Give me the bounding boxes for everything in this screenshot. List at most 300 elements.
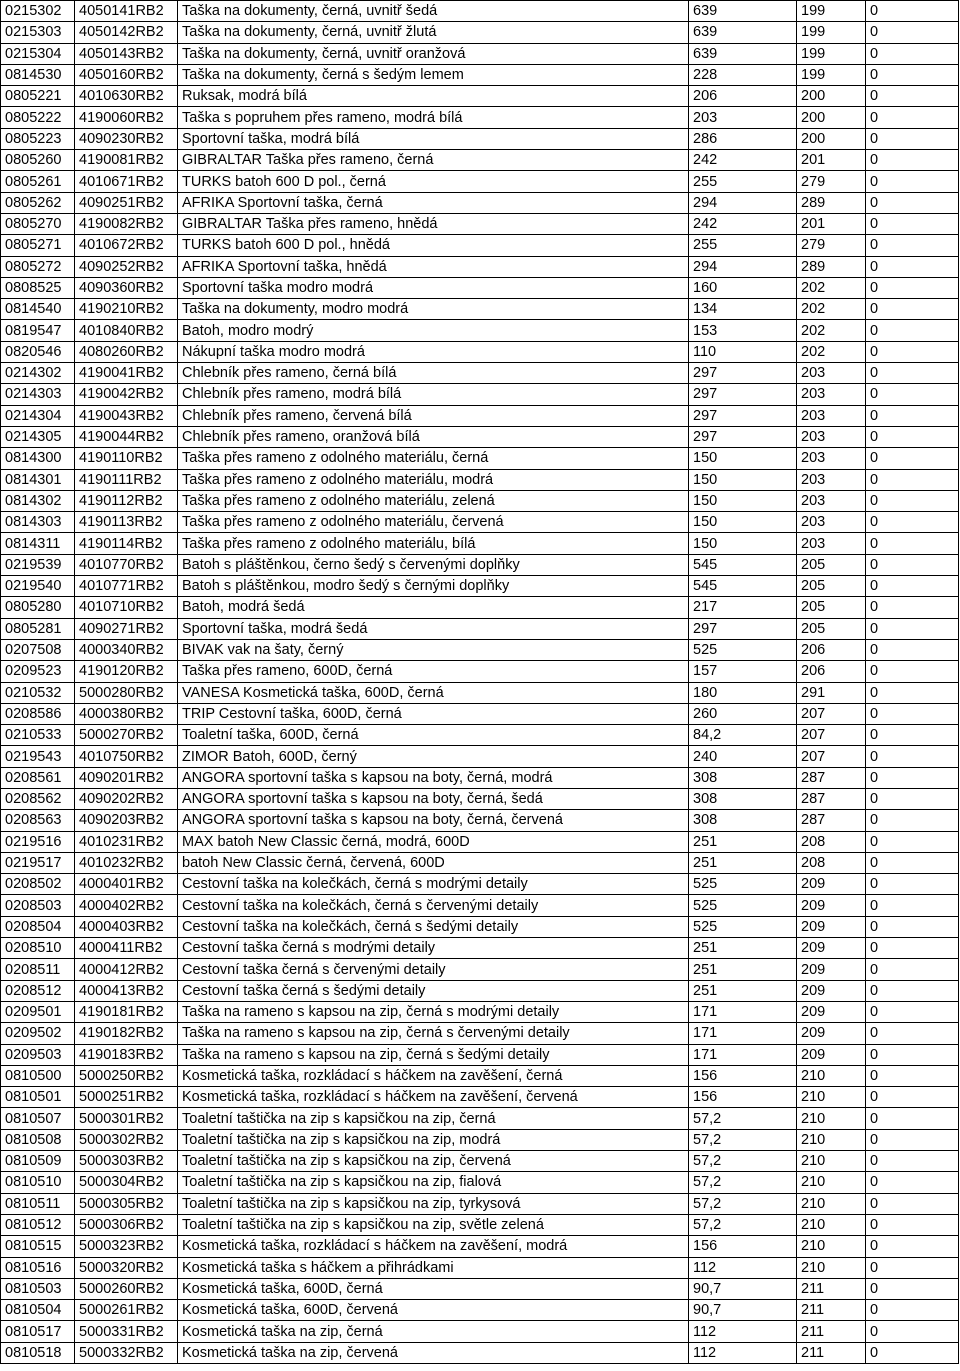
product-id-cell: 0209501 <box>1 1001 75 1022</box>
value-c-cell: 0 <box>866 448 959 469</box>
product-code-cell: 4010630RB2 <box>75 86 178 107</box>
product-name-cell: Nákupní taška modro modrá <box>178 341 689 362</box>
product-name-cell: Kosmetická taška, rozkládací s háčkem na zavěšení, červená <box>178 1087 689 1108</box>
product-code-cell: 5000251RB2 <box>75 1087 178 1108</box>
product-code-cell: 4050141RB2 <box>75 1 178 22</box>
product-name-cell: Cestovní taška na kolečkách, černá s modrými detaily <box>178 874 689 895</box>
product-id-cell: 0208561 <box>1 767 75 788</box>
table-row <box>1 469 959 490</box>
table-row <box>1 895 959 916</box>
product-code-cell: 4000411RB2 <box>75 938 178 959</box>
value-c-cell: 0 <box>866 1129 959 1150</box>
table-row <box>1 852 959 873</box>
value-b-cell: 209 <box>797 938 866 959</box>
table-row <box>1 959 959 980</box>
value-b-cell: 210 <box>797 1193 866 1214</box>
value-c-cell: 0 <box>866 22 959 43</box>
product-id-cell: 0805272 <box>1 256 75 277</box>
product-code-cell: 4000403RB2 <box>75 916 178 937</box>
table-row <box>1 426 959 447</box>
product-code-cell: 4190042RB2 <box>75 384 178 405</box>
table-row <box>1 980 959 1001</box>
value-a-cell: 294 <box>689 192 797 213</box>
table-row <box>1 1300 959 1321</box>
value-b-cell: 199 <box>797 22 866 43</box>
value-b-cell: 206 <box>797 639 866 660</box>
value-b-cell: 207 <box>797 703 866 724</box>
table-row <box>1 1065 959 1086</box>
table-row <box>1 1214 959 1235</box>
table-row <box>1 320 959 341</box>
product-name-cell: Cestovní taška černá s modrými detaily <box>178 938 689 959</box>
value-c-cell: 0 <box>866 1342 959 1363</box>
product-id-cell: 0810516 <box>1 1257 75 1278</box>
product-name-cell: GIBRALTAR Taška přes rameno, hnědá <box>178 213 689 234</box>
product-id-cell: 0209523 <box>1 661 75 682</box>
value-a-cell: 206 <box>689 86 797 107</box>
value-c-cell: 0 <box>866 895 959 916</box>
product-name-cell: Taška na dokumenty, černá, uvnitř šedá <box>178 1 689 22</box>
value-b-cell: 209 <box>797 1023 866 1044</box>
table-row <box>1 725 959 746</box>
product-name-cell: Taška na dokumenty, modro modrá <box>178 299 689 320</box>
value-a-cell: 251 <box>689 959 797 980</box>
table-row <box>1 639 959 660</box>
value-c-cell: 0 <box>866 1278 959 1299</box>
value-b-cell: 210 <box>797 1257 866 1278</box>
value-b-cell: 205 <box>797 576 866 597</box>
value-c-cell: 0 <box>866 171 959 192</box>
product-code-cell: 4050143RB2 <box>75 43 178 64</box>
product-id-cell: 0814311 <box>1 533 75 554</box>
table-row <box>1 1172 959 1193</box>
product-id-cell: 0214303 <box>1 384 75 405</box>
table-row <box>1 341 959 362</box>
product-id-cell: 0210532 <box>1 682 75 703</box>
table-row <box>1 1108 959 1129</box>
product-id-cell: 0810518 <box>1 1342 75 1363</box>
product-code-cell: 4010750RB2 <box>75 746 178 767</box>
product-code-cell: 4090252RB2 <box>75 256 178 277</box>
product-name-cell: ANGORA sportovní taška s kapsou na boty, černá, červená <box>178 810 689 831</box>
product-code-cell: 4050160RB2 <box>75 64 178 85</box>
product-id-cell: 0219517 <box>1 852 75 873</box>
value-c-cell: 0 <box>866 150 959 171</box>
value-c-cell: 0 <box>866 1236 959 1257</box>
value-c-cell: 0 <box>866 277 959 298</box>
table-row <box>1 86 959 107</box>
value-a-cell: 308 <box>689 767 797 788</box>
table-row <box>1 299 959 320</box>
product-name-cell: BIVAK vak na šaty, černý <box>178 639 689 660</box>
product-name-cell: Taška přes rameno z odolného materiálu, černá <box>178 448 689 469</box>
value-a-cell: 171 <box>689 1023 797 1044</box>
product-name-cell: Ruksak, modrá bílá <box>178 86 689 107</box>
product-code-cell: 4190110RB2 <box>75 448 178 469</box>
product-code-cell: 4000401RB2 <box>75 874 178 895</box>
product-id-cell: 0805271 <box>1 235 75 256</box>
value-a-cell: 57,2 <box>689 1151 797 1172</box>
product-code-cell: 5000260RB2 <box>75 1278 178 1299</box>
value-b-cell: 289 <box>797 256 866 277</box>
value-a-cell: 110 <box>689 341 797 362</box>
value-a-cell: 203 <box>689 107 797 128</box>
value-c-cell: 0 <box>866 43 959 64</box>
value-a-cell: 286 <box>689 128 797 149</box>
value-b-cell: 209 <box>797 1044 866 1065</box>
product-name-cell: Sportovní taška, modrá bílá <box>178 128 689 149</box>
value-b-cell: 208 <box>797 831 866 852</box>
product-code-cell: 4090251RB2 <box>75 192 178 213</box>
value-b-cell: 202 <box>797 299 866 320</box>
table-row <box>1 1087 959 1108</box>
value-b-cell: 203 <box>797 533 866 554</box>
value-a-cell: 150 <box>689 533 797 554</box>
product-id-cell: 0209502 <box>1 1023 75 1044</box>
product-id-cell: 0805221 <box>1 86 75 107</box>
value-b-cell: 199 <box>797 1 866 22</box>
product-code-cell: 5000323RB2 <box>75 1236 178 1257</box>
product-name-cell: Chlebník přes rameno, oranžová bílá <box>178 426 689 447</box>
value-b-cell: 199 <box>797 43 866 64</box>
value-b-cell: 203 <box>797 448 866 469</box>
product-id-cell: 0805223 <box>1 128 75 149</box>
product-code-cell: 4010231RB2 <box>75 831 178 852</box>
product-code-cell: 4190044RB2 <box>75 426 178 447</box>
value-a-cell: 525 <box>689 916 797 937</box>
product-name-cell: Toaletní taštička na zip s kapsičkou na zip, tyrkysová <box>178 1193 689 1214</box>
value-b-cell: 210 <box>797 1151 866 1172</box>
value-c-cell: 0 <box>866 810 959 831</box>
product-code-cell: 4190182RB2 <box>75 1023 178 1044</box>
product-id-cell: 0805261 <box>1 171 75 192</box>
value-b-cell: 205 <box>797 618 866 639</box>
value-a-cell: 639 <box>689 1 797 22</box>
table-row <box>1 597 959 618</box>
product-name-cell: Kosmetická taška s háčkem a přihrádkami <box>178 1257 689 1278</box>
table-row <box>1 576 959 597</box>
table-row <box>1 831 959 852</box>
table-row <box>1 256 959 277</box>
value-a-cell: 297 <box>689 384 797 405</box>
product-code-cell: 4190120RB2 <box>75 661 178 682</box>
product-name-cell: Batoh, modro modrý <box>178 320 689 341</box>
value-a-cell: 545 <box>689 554 797 575</box>
value-b-cell: 279 <box>797 235 866 256</box>
table-row <box>1 213 959 234</box>
value-c-cell: 0 <box>866 405 959 426</box>
product-name-cell: Kosmetická taška na zip, černá <box>178 1321 689 1342</box>
product-id-cell: 0215304 <box>1 43 75 64</box>
product-code-cell: 5000250RB2 <box>75 1065 178 1086</box>
product-code-cell: 5000302RB2 <box>75 1129 178 1150</box>
value-b-cell: 211 <box>797 1321 866 1342</box>
value-a-cell: 297 <box>689 426 797 447</box>
value-a-cell: 180 <box>689 682 797 703</box>
product-code-cell: 4010770RB2 <box>75 554 178 575</box>
value-a-cell: 57,2 <box>689 1108 797 1129</box>
value-b-cell: 210 <box>797 1214 866 1235</box>
product-name-cell: ANGORA sportovní taška s kapsou na boty, černá, šedá <box>178 788 689 809</box>
value-b-cell: 200 <box>797 86 866 107</box>
value-c-cell: 0 <box>866 1001 959 1022</box>
table-row <box>1 1257 959 1278</box>
product-code-cell: 4080260RB2 <box>75 341 178 362</box>
value-c-cell: 0 <box>866 725 959 746</box>
value-b-cell: 202 <box>797 277 866 298</box>
product-id-cell: 0214305 <box>1 426 75 447</box>
product-name-cell: Kosmetická taška, rozkládací s háčkem na zavěšení, modrá <box>178 1236 689 1257</box>
product-name-cell: GIBRALTAR Taška přes rameno, černá <box>178 150 689 171</box>
value-a-cell: 90,7 <box>689 1300 797 1321</box>
product-name-cell: Cestovní taška černá s šedými detaily <box>178 980 689 1001</box>
value-b-cell: 208 <box>797 852 866 873</box>
product-name-cell: Taška přes rameno z odolného materiálu, zelená <box>178 490 689 511</box>
value-a-cell: 112 <box>689 1321 797 1342</box>
value-a-cell: 153 <box>689 320 797 341</box>
value-a-cell: 160 <box>689 277 797 298</box>
value-c-cell: 0 <box>866 938 959 959</box>
table-row <box>1 363 959 384</box>
value-a-cell: 297 <box>689 405 797 426</box>
value-c-cell: 0 <box>866 1151 959 1172</box>
product-id-cell: 0810507 <box>1 1108 75 1129</box>
table-row <box>1 150 959 171</box>
value-b-cell: 291 <box>797 682 866 703</box>
value-a-cell: 157 <box>689 661 797 682</box>
value-a-cell: 171 <box>689 1044 797 1065</box>
product-id-cell: 0215302 <box>1 1 75 22</box>
product-code-cell: 5000261RB2 <box>75 1300 178 1321</box>
product-code-cell: 4090202RB2 <box>75 788 178 809</box>
product-code-cell: 4190082RB2 <box>75 213 178 234</box>
value-c-cell: 0 <box>866 213 959 234</box>
value-b-cell: 202 <box>797 341 866 362</box>
table-row <box>1 533 959 554</box>
product-code-cell: 4000380RB2 <box>75 703 178 724</box>
value-a-cell: 57,2 <box>689 1193 797 1214</box>
value-c-cell: 0 <box>866 576 959 597</box>
product-id-cell: 0810500 <box>1 1065 75 1086</box>
value-c-cell: 0 <box>866 107 959 128</box>
value-a-cell: 251 <box>689 938 797 959</box>
value-c-cell: 0 <box>866 831 959 852</box>
value-a-cell: 240 <box>689 746 797 767</box>
value-b-cell: 210 <box>797 1129 866 1150</box>
value-c-cell: 0 <box>866 384 959 405</box>
table-row <box>1 277 959 298</box>
value-c-cell: 0 <box>866 64 959 85</box>
value-c-cell: 0 <box>866 1087 959 1108</box>
product-id-cell: 0805280 <box>1 597 75 618</box>
value-b-cell: 202 <box>797 320 866 341</box>
table-row <box>1 703 959 724</box>
product-code-cell: 4010232RB2 <box>75 852 178 873</box>
product-id-cell: 0219539 <box>1 554 75 575</box>
product-name-cell: Cestovní taška černá s červenými detaily <box>178 959 689 980</box>
value-c-cell: 0 <box>866 703 959 724</box>
value-b-cell: 207 <box>797 725 866 746</box>
product-id-cell: 0805260 <box>1 150 75 171</box>
product-name-cell: MAX batoh New Classic černá, modrá, 600D <box>178 831 689 852</box>
product-code-cell: 4190114RB2 <box>75 533 178 554</box>
product-name-cell: Taška na dokumenty, černá, uvnitř žlutá <box>178 22 689 43</box>
table-row <box>1 1278 959 1299</box>
table-row <box>1 661 959 682</box>
product-name-cell: Toaletní taška, 600D, černá <box>178 725 689 746</box>
value-c-cell: 0 <box>866 618 959 639</box>
product-id-cell: 0208502 <box>1 874 75 895</box>
value-a-cell: 242 <box>689 213 797 234</box>
product-id-cell: 0208504 <box>1 916 75 937</box>
value-c-cell: 0 <box>866 192 959 213</box>
value-a-cell: 525 <box>689 895 797 916</box>
product-name-cell: batoh New Classic černá, červená, 600D <box>178 852 689 873</box>
value-c-cell: 0 <box>866 852 959 873</box>
table-row <box>1 490 959 511</box>
table-row <box>1 1342 959 1363</box>
value-a-cell: 217 <box>689 597 797 618</box>
value-a-cell: 156 <box>689 1087 797 1108</box>
product-id-cell: 0209503 <box>1 1044 75 1065</box>
value-b-cell: 211 <box>797 1300 866 1321</box>
value-c-cell: 0 <box>866 746 959 767</box>
value-a-cell: 150 <box>689 469 797 490</box>
value-b-cell: 210 <box>797 1172 866 1193</box>
value-a-cell: 251 <box>689 980 797 1001</box>
product-code-cell: 4190183RB2 <box>75 1044 178 1065</box>
value-b-cell: 201 <box>797 213 866 234</box>
value-c-cell: 0 <box>866 1 959 22</box>
value-c-cell: 0 <box>866 639 959 660</box>
product-name-cell: Chlebník přes rameno, modrá bílá <box>178 384 689 405</box>
product-name-cell: AFRIKA Sportovní taška, hnědá <box>178 256 689 277</box>
table-row <box>1 916 959 937</box>
value-a-cell: 171 <box>689 1001 797 1022</box>
product-id-cell: 0814301 <box>1 469 75 490</box>
product-code-cell: 4000412RB2 <box>75 959 178 980</box>
value-c-cell: 0 <box>866 874 959 895</box>
product-name-cell: Kosmetická taška na zip, červená <box>178 1342 689 1363</box>
value-c-cell: 0 <box>866 533 959 554</box>
product-id-cell: 0210533 <box>1 725 75 746</box>
product-id-cell: 0814302 <box>1 490 75 511</box>
value-c-cell: 0 <box>866 682 959 703</box>
product-id-cell: 0810510 <box>1 1172 75 1193</box>
product-id-cell: 0208563 <box>1 810 75 831</box>
table-row <box>1 107 959 128</box>
value-b-cell: 210 <box>797 1065 866 1086</box>
table-row <box>1 512 959 533</box>
table-row <box>1 22 959 43</box>
product-name-cell: Taška na rameno s kapsou na zip, černá s červenými detaily <box>178 1023 689 1044</box>
value-b-cell: 203 <box>797 469 866 490</box>
product-id-cell: 0820546 <box>1 341 75 362</box>
product-id-cell: 0208562 <box>1 788 75 809</box>
table-row <box>1 128 959 149</box>
table-row <box>1 1193 959 1214</box>
value-b-cell: 210 <box>797 1236 866 1257</box>
value-a-cell: 84,2 <box>689 725 797 746</box>
product-id-cell: 0810509 <box>1 1151 75 1172</box>
value-b-cell: 210 <box>797 1087 866 1108</box>
product-name-cell: Chlebník přes rameno, červená bílá <box>178 405 689 426</box>
product-name-cell: Taška s popruhem přes rameno, modrá bílá <box>178 107 689 128</box>
value-a-cell: 112 <box>689 1342 797 1363</box>
product-id-cell: 0208512 <box>1 980 75 1001</box>
value-b-cell: 205 <box>797 554 866 575</box>
product-id-cell: 0215303 <box>1 22 75 43</box>
product-code-cell: 4000413RB2 <box>75 980 178 1001</box>
value-a-cell: 545 <box>689 576 797 597</box>
table-row <box>1 1129 959 1150</box>
value-c-cell: 0 <box>866 1044 959 1065</box>
value-c-cell: 0 <box>866 661 959 682</box>
product-id-cell: 0810508 <box>1 1129 75 1150</box>
table-row <box>1 64 959 85</box>
product-code-cell: 5000280RB2 <box>75 682 178 703</box>
value-a-cell: 525 <box>689 639 797 660</box>
value-b-cell: 201 <box>797 150 866 171</box>
product-code-cell: 5000301RB2 <box>75 1108 178 1129</box>
value-b-cell: 209 <box>797 1001 866 1022</box>
product-code-cell: 4090360RB2 <box>75 277 178 298</box>
value-b-cell: 210 <box>797 1108 866 1129</box>
product-id-cell: 0805270 <box>1 213 75 234</box>
value-a-cell: 57,2 <box>689 1129 797 1150</box>
product-name-cell: AFRIKA Sportovní taška, černá <box>178 192 689 213</box>
value-a-cell: 525 <box>689 874 797 895</box>
value-b-cell: 287 <box>797 810 866 831</box>
product-code-cell: 4010840RB2 <box>75 320 178 341</box>
product-name-cell: Taška přes rameno z odolného materiálu, bílá <box>178 533 689 554</box>
value-c-cell: 0 <box>866 1321 959 1342</box>
product-id-cell: 0810501 <box>1 1087 75 1108</box>
table-row <box>1 767 959 788</box>
product-code-cell: 5000332RB2 <box>75 1342 178 1363</box>
table-row <box>1 746 959 767</box>
product-id-cell: 0214302 <box>1 363 75 384</box>
product-id-cell: 0810512 <box>1 1214 75 1235</box>
product-code-cell: 4190113RB2 <box>75 512 178 533</box>
value-b-cell: 209 <box>797 874 866 895</box>
product-name-cell: Cestovní taška na kolečkách, černá s červenými detaily <box>178 895 689 916</box>
value-a-cell: 297 <box>689 618 797 639</box>
value-c-cell: 0 <box>866 128 959 149</box>
value-a-cell: 150 <box>689 512 797 533</box>
value-a-cell: 251 <box>689 831 797 852</box>
product-name-cell: Batoh, modrá šedá <box>178 597 689 618</box>
product-code-cell: 4090271RB2 <box>75 618 178 639</box>
table-row <box>1 938 959 959</box>
product-code-cell: 4000402RB2 <box>75 895 178 916</box>
table-row <box>1 1023 959 1044</box>
product-name-cell: Taška přes rameno z odolného materiálu, modrá <box>178 469 689 490</box>
product-code-cell: 4090201RB2 <box>75 767 178 788</box>
product-id-cell: 0219540 <box>1 576 75 597</box>
product-name-cell: Taška na dokumenty, černá s šedým lemem <box>178 64 689 85</box>
value-c-cell: 0 <box>866 426 959 447</box>
value-a-cell: 294 <box>689 256 797 277</box>
value-a-cell: 134 <box>689 299 797 320</box>
product-id-cell: 0207508 <box>1 639 75 660</box>
product-code-cell: 4010671RB2 <box>75 171 178 192</box>
value-a-cell: 57,2 <box>689 1172 797 1193</box>
product-name-cell: Toaletní taštička na zip s kapsičkou na zip, světle zelená <box>178 1214 689 1235</box>
value-c-cell: 0 <box>866 490 959 511</box>
value-a-cell: 57,2 <box>689 1214 797 1235</box>
product-name-cell: Kosmetická taška, rozkládací s háčkem na zavěšení, černá <box>178 1065 689 1086</box>
